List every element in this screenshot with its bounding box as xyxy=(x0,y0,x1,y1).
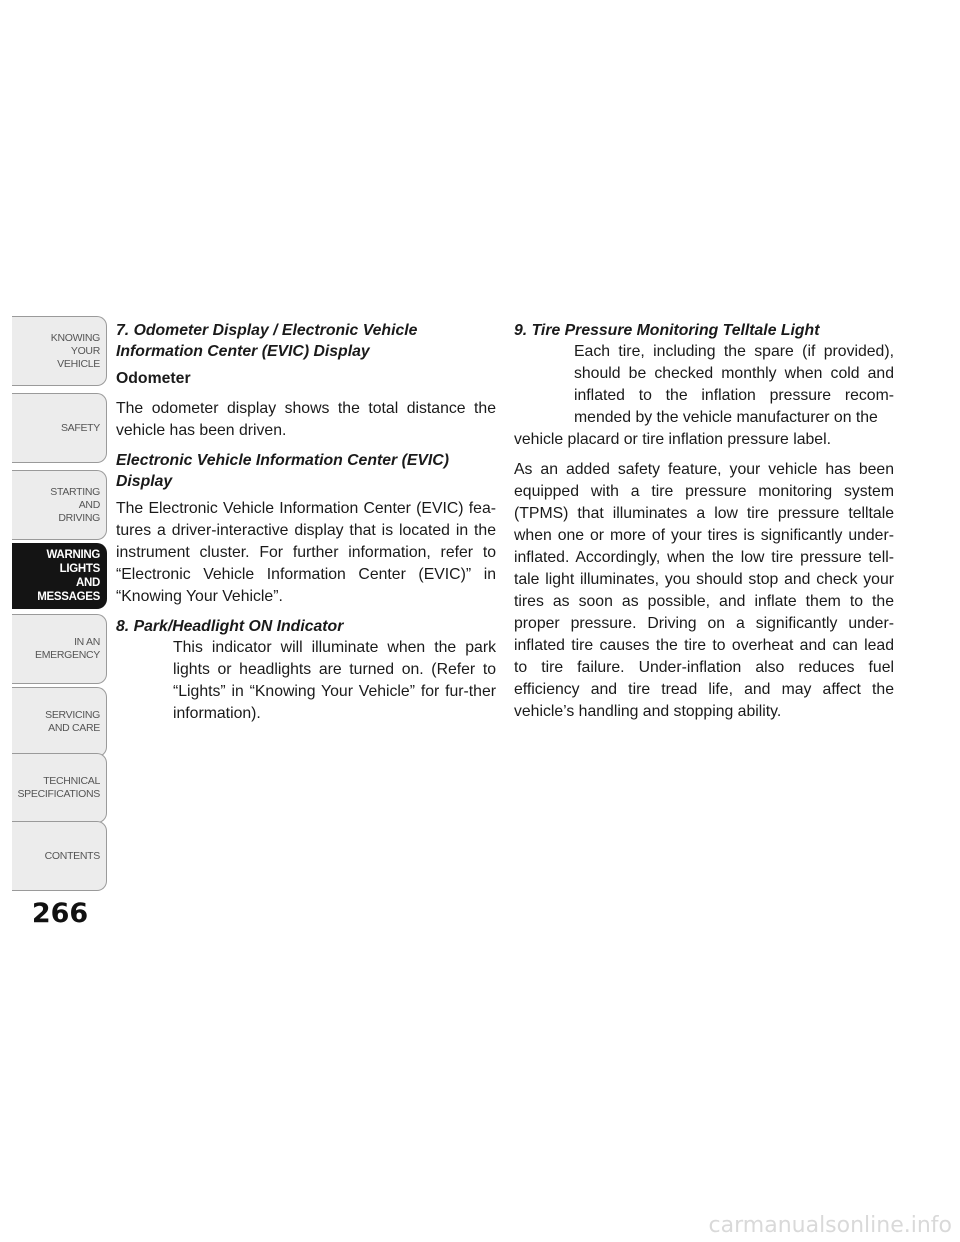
tab-label: STARTING AND DRIVING xyxy=(50,485,100,524)
tab-servicing-and-care[interactable] xyxy=(12,687,107,757)
item9-text-continued: vehicle placard or tire inflation pressure label. xyxy=(514,431,831,448)
tab-label: CONTENTS xyxy=(44,849,100,862)
evic-text: The Electronic Vehicle Information Center (EVIC) fea-tures a driver-interactive display that is located in the instrument cluster. For further information, refer to “Electronic Vehicle Information Center (EVIC)” in “Knowing Your Vehicle”. xyxy=(116,500,496,605)
item8-text: This indicator will illuminate when the park lights or headlights are turned on. (Refer to “Lights” in “Knowing Your Vehicle” for fur-ther information). xyxy=(173,639,496,722)
evic-heading: Electronic Vehicle Information Center (EVIC) Display xyxy=(116,452,449,490)
left-column xyxy=(116,320,496,733)
item9-heading: 9. Tire Pressure Monitoring Telltale Light xyxy=(514,322,820,339)
odometer-text: The odometer display shows the total distance the vehicle has been driven. xyxy=(116,400,496,439)
item9-text-indented: Each tire, including the spare (if provided), should be checked monthly when cold and inflated to the inflation pressure recom-mended by the vehicle manufacturer on the xyxy=(574,343,894,426)
tab-label: TECHNICAL SPECIFICATIONS xyxy=(17,775,100,800)
tab-label: KNOWING YOUR VEHICLE xyxy=(50,331,100,370)
item9-body xyxy=(514,341,894,451)
tab-technical-specifications[interactable] xyxy=(12,753,107,823)
tab-starting-and-driving[interactable] xyxy=(12,470,107,540)
right-column xyxy=(514,320,894,731)
tab-safety[interactable] xyxy=(12,393,107,463)
watermark: carmanualsonline.info xyxy=(708,1213,952,1238)
tpms-text: As an added safety feature, your vehicle has been equipped with a tire pressure monitoring system (TPMS) that illuminates a low tire pressure telltale when one or more of your tires is significantly under-inflated. Accordingly, when the low tire pressure tell-tale light illuminates, you should stop and check your tires as soon as possible, and inflate them to the proper pressure. Driving on a significantly under-inflated tire causes the tire to overheat and can lead to tire failure. Under-inflation also reduces fuel efficiency and tire tread life, and may affect the vehicle’s handling and stopping ability. xyxy=(514,461,894,720)
page-number: 266 xyxy=(31,898,89,929)
item8-body xyxy=(116,637,496,725)
odometer-heading: Odometer xyxy=(116,370,191,387)
item7-heading: 7. Odometer Display / Electronic Vehicle Information Center (EVIC) Display xyxy=(116,322,418,360)
tab-warning-lights-and-messages[interactable] xyxy=(12,543,107,609)
tab-in-an-emergency[interactable] xyxy=(12,614,107,684)
tab-label: SAFETY xyxy=(60,421,100,434)
item8-heading: 8. Park/Headlight ON Indicator xyxy=(116,618,344,635)
tab-label: SERVICING AND CARE xyxy=(45,709,100,734)
tab-label: IN AN EMERGENCY xyxy=(35,636,100,661)
tab-label: WARNING LIGHTS AND MESSAGES xyxy=(37,549,100,603)
tab-knowing-your-vehicle[interactable] xyxy=(12,316,107,386)
tab-contents[interactable] xyxy=(12,821,107,891)
